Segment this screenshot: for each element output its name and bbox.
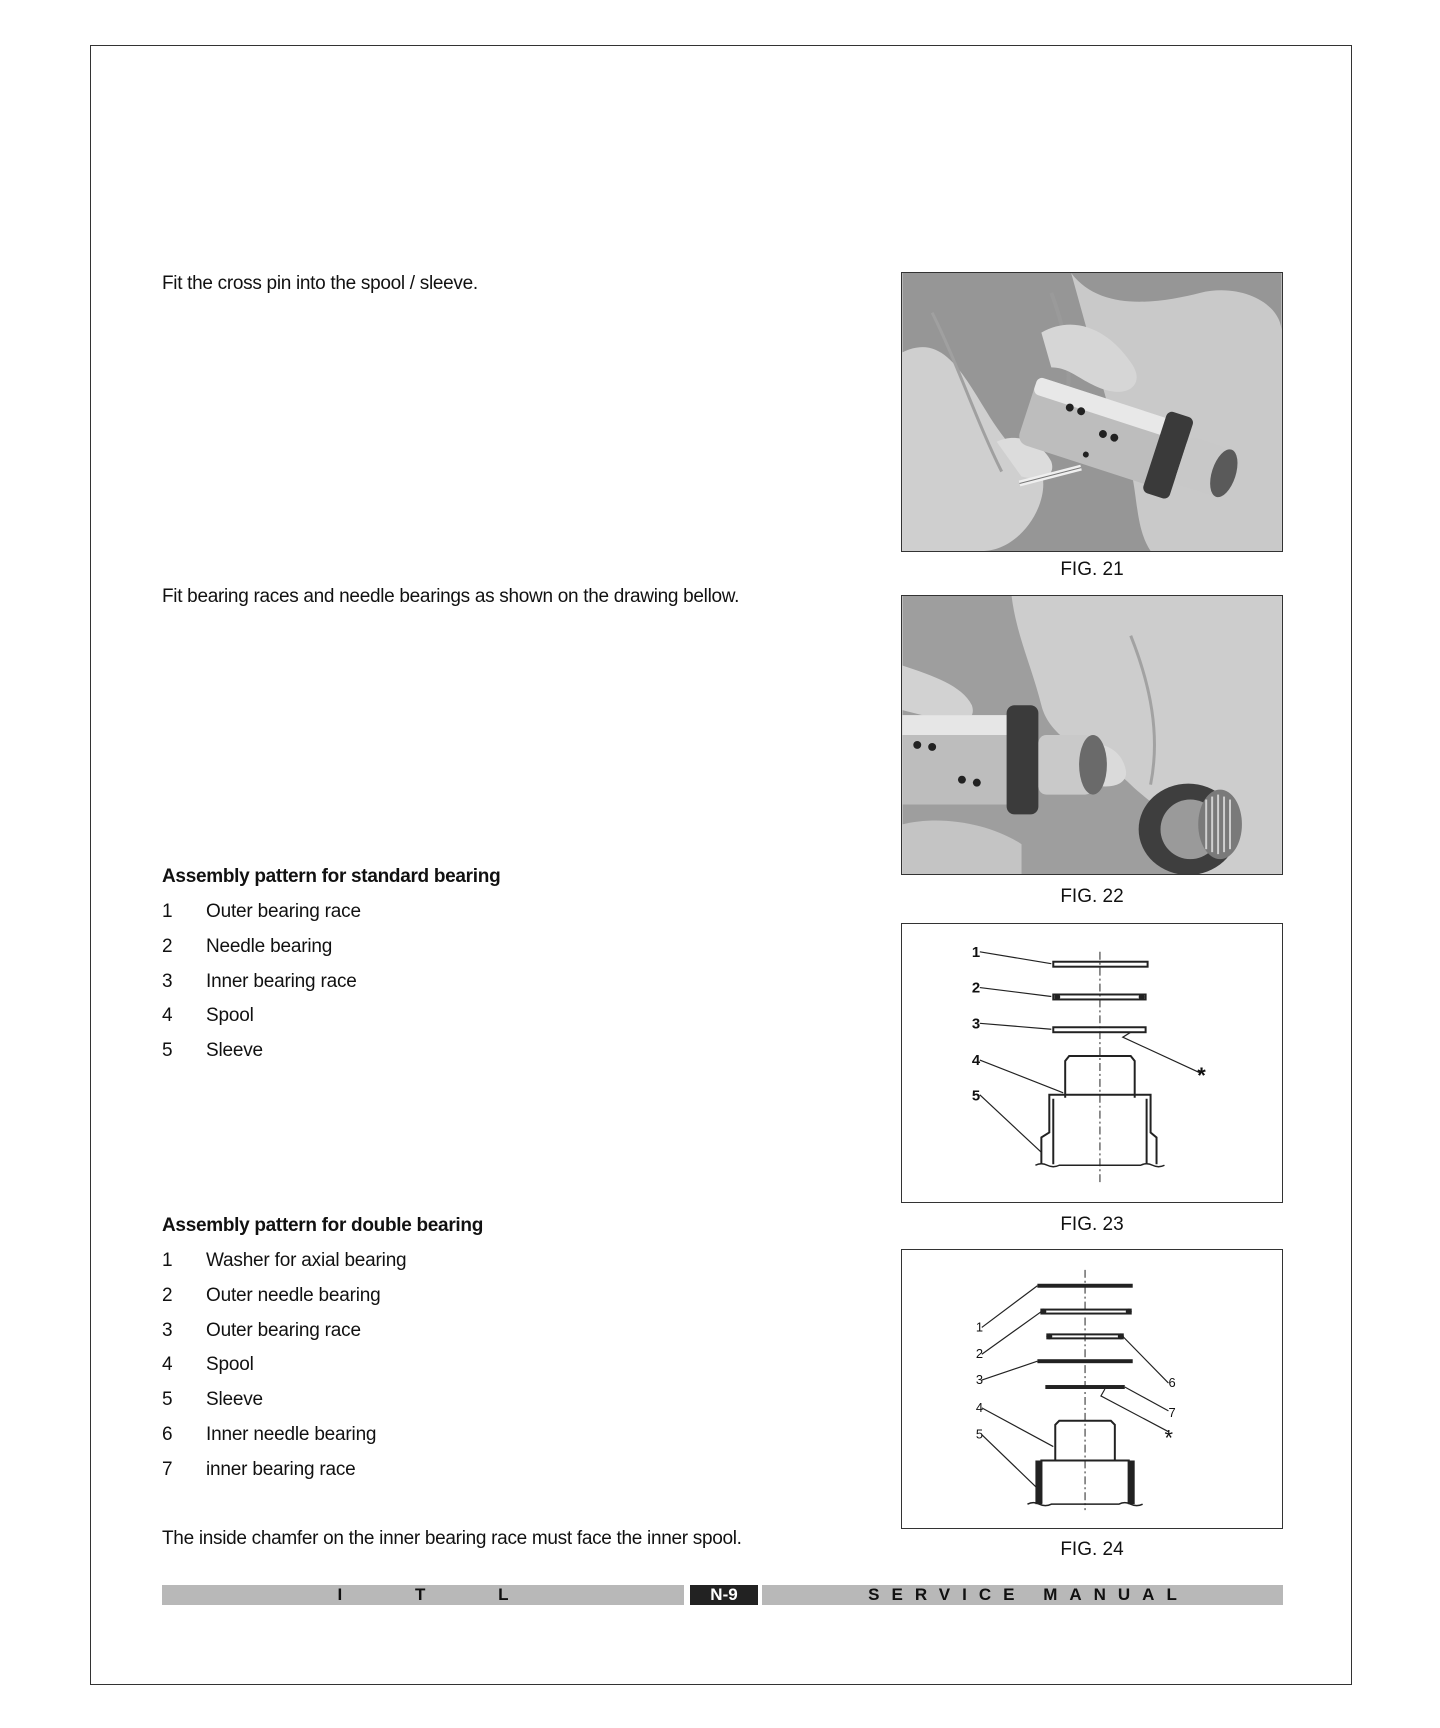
fig23-label-4: 4: [971, 1052, 981, 1069]
fig21-illustration: [902, 273, 1282, 551]
fig24-label-1: 1: [975, 1319, 984, 1335]
instruction-cross-pin: Fit the cross pin into the spool / sleeve.: [162, 273, 478, 294]
footer-title-bar: [762, 1585, 1283, 1605]
fig21-photo: [901, 272, 1283, 552]
list-item-label: Outer bearing race: [206, 901, 361, 922]
list-item-label: Spool: [206, 1005, 254, 1027]
list-item-number: 3: [162, 1319, 173, 1341]
list-item-label: Sleeve: [206, 1040, 263, 1062]
fig24-star: *: [1164, 1425, 1173, 1451]
footer-brand: I T L: [337, 1585, 543, 1604]
list-item-label: Outer needle bearing: [206, 1284, 381, 1306]
fig23-label-2: 2: [971, 980, 981, 997]
footer-brand-bar: [162, 1585, 684, 1605]
fig24-label-6: 6: [1168, 1375, 1176, 1391]
list-item-number: 4: [162, 1005, 173, 1027]
fig24-label-5: 5: [975, 1426, 984, 1442]
list-item-number: 3: [162, 970, 173, 992]
list-item-label: Sleeve: [206, 1389, 263, 1411]
list-item-label: Needle bearing: [206, 935, 333, 957]
fig24-label-2: 2: [975, 1346, 984, 1362]
fig21-caption: FIG. 21: [1060, 559, 1124, 580]
fig24-drawing: [901, 1249, 1283, 1529]
fig24-caption: FIG. 24: [1060, 1539, 1124, 1560]
footer-page-number: N-9: [690, 1585, 758, 1605]
fig23-label-5: 5: [971, 1088, 981, 1105]
list-item-number: 1: [162, 1250, 173, 1271]
fig23-label-1: 1: [971, 944, 981, 961]
list-item-number: 5: [162, 1389, 173, 1411]
fig24-label-3: 3: [975, 1372, 984, 1388]
fig22-caption: FIG. 22: [1060, 886, 1124, 907]
fig23-star: *: [1197, 1062, 1206, 1088]
double-pattern-heading: Assembly pattern for double bearing: [162, 1215, 483, 1236]
list-item-number: 2: [162, 1284, 173, 1306]
fig23-caption: FIG. 23: [1060, 1214, 1124, 1235]
list-item-number: 4: [162, 1354, 173, 1376]
fig22-photo: [901, 595, 1283, 875]
list-item-number: 7: [162, 1458, 173, 1480]
chamfer-note: The inside chamfer on the inner bearing race must face the inner spool.: [162, 1528, 742, 1549]
footer-title: SERVICE MANUAL: [868, 1585, 1189, 1604]
fig23-illustration: [902, 924, 1282, 1202]
standard-pattern-heading: Assembly pattern for standard bearing: [162, 866, 501, 887]
list-item-label: Inner bearing race: [206, 970, 357, 992]
list-item-label: Washer for axial bearing: [206, 1250, 407, 1271]
fig22-illustration: [902, 596, 1282, 874]
list-item-label: Outer bearing race: [206, 1319, 361, 1341]
list-item-label: Spool: [206, 1354, 254, 1376]
list-item-label: inner bearing race: [206, 1458, 356, 1480]
list-item-label: Inner needle bearing: [206, 1423, 377, 1445]
list-item-number: 6: [162, 1423, 173, 1445]
list-item-number: 2: [162, 935, 173, 957]
fig23-label-3: 3: [971, 1016, 981, 1033]
fig24-label-4: 4: [975, 1399, 984, 1415]
list-item-number: 1: [162, 901, 173, 922]
fig24-label-7: 7: [1168, 1404, 1176, 1420]
fig24-illustration: [902, 1250, 1282, 1528]
list-item-number: 5: [162, 1040, 173, 1062]
fig23-drawing: [901, 923, 1283, 1203]
instruction-bearing-races: Fit bearing races and needle bearings as shown on the drawing bellow.: [162, 586, 740, 607]
